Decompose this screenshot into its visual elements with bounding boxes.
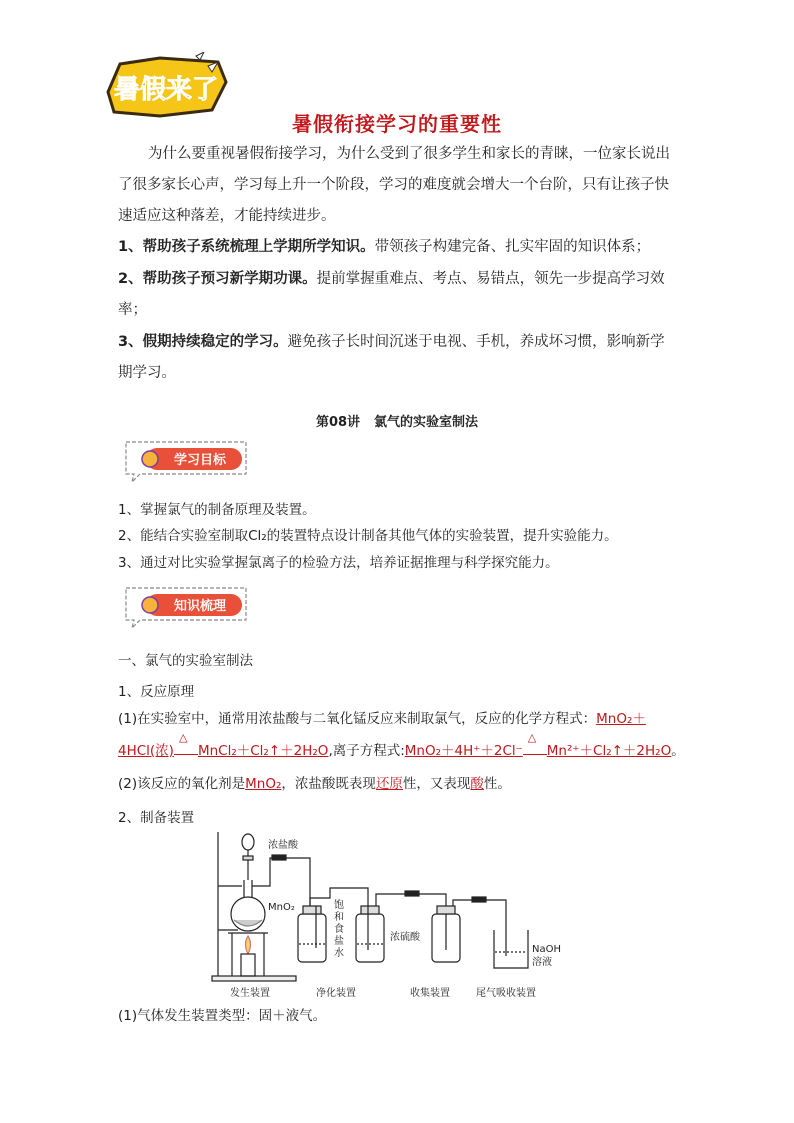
oxidant-line <box>118 772 688 792</box>
point-2-text: 提前掌握重难点、考点、易错点，领先一步提高学习效率； <box>118 271 665 318</box>
label-h2so4: 浓硫酸 <box>390 932 420 943</box>
ionic-part-b: Mn²⁺＋Cl₂↑＋2H₂O <box>546 743 672 759</box>
heat-condition <box>174 731 198 759</box>
oxidant-mid-2: 性，又表现 <box>402 776 471 792</box>
label-tail-gas: 尾气吸收装置 <box>476 988 536 999</box>
label-purification: 净化装置 <box>316 988 356 999</box>
subsection-2: 2、制备装置 <box>118 810 195 826</box>
goals-badge-label: 学习目标 <box>173 453 227 468</box>
equation-part-a: MnO₂＋ <box>596 711 646 727</box>
label-mno2: MnO₂ <box>268 902 295 913</box>
lightbulb-icon <box>142 597 158 613</box>
label-brine-4: 盐 <box>334 936 344 947</box>
section-1-heading: 一、氯气的实验室制法 <box>118 653 253 669</box>
heat-symbol-2: △ <box>527 731 537 744</box>
heat-condition-2 <box>523 731 547 759</box>
reaction-line-2 <box>118 731 688 759</box>
label-generation: 发生装置 <box>230 988 270 999</box>
point-3-bold: 3、假期持续稳定的学习。 <box>118 334 288 350</box>
point-3 <box>118 327 678 389</box>
goals-badge <box>120 438 252 484</box>
point-1-bold: 1、帮助孩子系统梳理上学期所学知识。 <box>118 239 375 255</box>
label-conc-hcl: 浓盐酸 <box>268 840 298 851</box>
apparatus-diagram <box>210 828 580 1000</box>
label-collection: 收集装置 <box>410 988 450 999</box>
point-3-text: 避免孩子长时间沉迷于电视、手机，养成坏习惯，影响新学期学习。 <box>118 334 665 381</box>
subsection-1: 1、反应原理 <box>118 684 195 700</box>
knowledge-badge <box>120 584 252 630</box>
label-brine-3: 食 <box>334 924 344 935</box>
knowledge-badge-label: 知识梳理 <box>173 599 227 614</box>
point-2 <box>118 264 678 326</box>
reaction-end: 。 <box>671 743 685 759</box>
oxidant-mid-1: ，浓盐酸既表现 <box>281 776 376 792</box>
logo-text: 暑假来了 <box>113 75 219 105</box>
ionic-label: ,离子方程式: <box>328 743 405 759</box>
goal-1: 1、掌握氯气的制备原理及装置。 <box>118 502 316 518</box>
label-brine-1: 饱 <box>334 900 344 911</box>
heat-symbol: △ <box>178 731 188 744</box>
page-title: 暑假衔接学习的重要性 <box>292 112 502 136</box>
lightbulb-icon <box>142 451 158 467</box>
label-naoh-solution: 溶液 <box>532 957 552 968</box>
point-2-bold: 2、帮助孩子预习新学期功课。 <box>118 271 317 287</box>
equation-part-b: 4HCl(浓) <box>118 743 174 759</box>
reaction-prefix: (1)在实验室中，通常用浓盐酸与二氧化锰反应来制取氯气，反应的化学方程式： <box>118 711 597 727</box>
oxidant-answer: MnO₂ <box>245 776 282 792</box>
ionic-part-a: MnO₂＋4H⁺＋2Cl⁻ <box>404 743 523 759</box>
property-answer-1: 还原 <box>375 776 403 792</box>
lesson-name: 氯气的实验室制法 <box>374 415 479 430</box>
point-1 <box>118 232 678 263</box>
goal-2: 2、能结合实验室制取Cl₂的装置特点设计制备其他气体的实验装置，提升实验能力。 <box>118 528 618 544</box>
oxidant-prefix: (2)该反应的氧化剂是 <box>118 776 246 792</box>
label-brine-5: 水 <box>334 948 344 959</box>
label-brine-2: 和 <box>334 912 344 923</box>
apparatus-type-line: (1)气体发生装置类型：固＋液气。 <box>118 1008 327 1024</box>
intro-paragraph: 为什么要重视暑假衔接学习，为什么受到了很多学生和家长的青睐，一位家长说出了很多家长心声，学习每上升一个阶段，学习的难度就会增大一个台阶，只有让孩子快速适应这种落差，才能持续进步。 <box>118 146 670 224</box>
oxidant-end: 性。 <box>483 776 511 792</box>
reaction-line-1 <box>118 707 688 727</box>
lesson-number: 第08讲 <box>315 415 361 430</box>
goal-3: 3、通过对比实验掌握氯离子的检验方法，培养证据推理与科学探究能力。 <box>118 555 559 571</box>
lesson-heading <box>0 411 794 430</box>
property-answer-2: 酸 <box>470 776 484 792</box>
label-naoh: NaOH <box>532 944 561 955</box>
equation-part-c: MnCl₂＋Cl₂↑＋2H₂O <box>197 743 329 759</box>
point-1-text: 带领孩子构建完备、扎实牢固的知识体系； <box>374 239 651 255</box>
